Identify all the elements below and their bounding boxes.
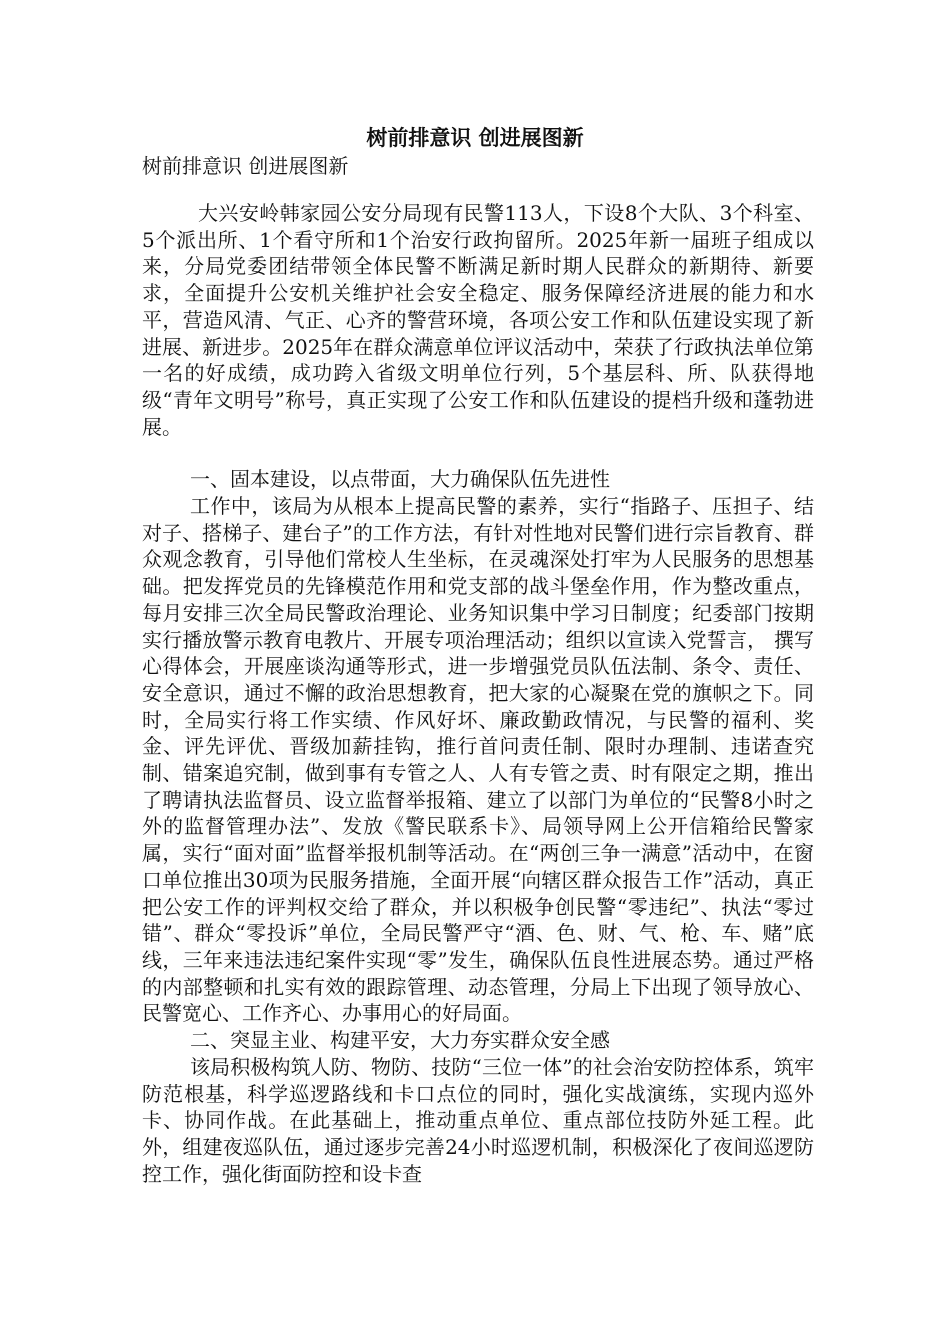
section-heading-2: 二、突显主业、构建平安，大力夯实群众安全感 xyxy=(190,1028,610,1053)
paragraph-spacer xyxy=(142,440,814,466)
intro-paragraph: 大兴安岭韩家园公安分局现有民警113人，下设8个大队、3个科室、5个派出所、1个看守所和1个治安行政拘留所。2025年新一届班子组成以来，分局党委团结带领全体民警不断满足新时期人民群众的新期待、新要求，全面提升公安机关维护社会安全稳定、服务保障经济进展的能力和水平，营造风清、气正、心齐的警营环境，各项公安工作和队伍建设实现了新进展、新进步。2025年在群众满意单位评议活动中，荣获了行政执法单位第一名的好成绩，成功跨入省级文明单位行列，5个基层科、所、队获得地级“青年文明号”称号，真正实现了公安工作和队伍建设的提档升级和蓬勃进展。 xyxy=(142,201,814,439)
section-paragraph-1: 工作中，该局为从根本上提高民警的素养，实行“指路子、压担子、结对子、搭梯子、建台子”的工作方法，有针对性地对民警们进行宗旨教育、群众观念教育，引导他们常校人生坐标，在灵魂深处打牢为人民服务的思想基础。把发挥党员的先锋模范作用和党支部的战斗堡垒作用，作为整改重点，每月安排三次全局民警政治理论、业务知识集中学习日制度；纪委部门按期实行播放警示教育电教片、开展专项治理活动；组织以宣读入党誓言， 撰写心得体会，开展座谈沟通等形式，进一步增强党员队伍法制、条令、责任、安全意识，通过不懈的政治思想教育，把大家的心凝聚在党的旗帜之下。同时，全局实行将工作实绩、作风好坏、廉政勤政情况，与民警的福利、奖金、评先评优、晋级加薪挂钩，推行首问责任制、限时办理制、违诺查究制、错案追究制，做到事有专管之人、人有专管之责、时有限定之期，推出了聘请执法监督员、设立监督举报箱、建立了以部门为单位的“民警8小时之外的监督管理办法”、发放《警民联系卡》、局领导网上公开信箱给民警家属，实行“面对面”监督举报机制等活动。在“两创三争一满意”活动中，在窗口单位推出30项为民服务措施，全面开展“向辖区群众报告工作”活动，真正把公安工作的评判权交给了群众，并以积极争创民警“零违纪”、执法“零过错”、群众“零投诉”单位，全局民警严守“酒、色、财、气、枪、车、赌”底线，三年来违法违纪案件实现“零”发生，确保队伍良性进展态势。通过严格的内部整顿和扎实有效的跟踪管理、动态管理，分局上下出现了领导放心、民警宽心、工作齐心、办事用心的好局面。 xyxy=(142,494,814,1026)
section-paragraph-2: 该局积极构筑人防、物防、技防“三位一体”的社会治安防控体系，筑牢防范根基，科学巡逻路线和卡口点位的同时，强化实战演练，实现内巡外卡、协同作战。在此基础上，推动重点单位、重点部位技防外延工程。此外，组建夜巡队伍，通过逐步完善24小时巡逻机制，积极深化了夜间巡逻防控工作，强化街面防控和设卡查 xyxy=(142,1054,814,1186)
document-subtitle: 树前排意识 创进展图新 xyxy=(142,154,349,178)
document-title: 树前排意识 创进展图新 xyxy=(366,125,584,150)
document-body xyxy=(142,200,814,1187)
section-heading-1: 一、固本建设，以点带面，大力确保队伍先进性 xyxy=(190,467,610,492)
